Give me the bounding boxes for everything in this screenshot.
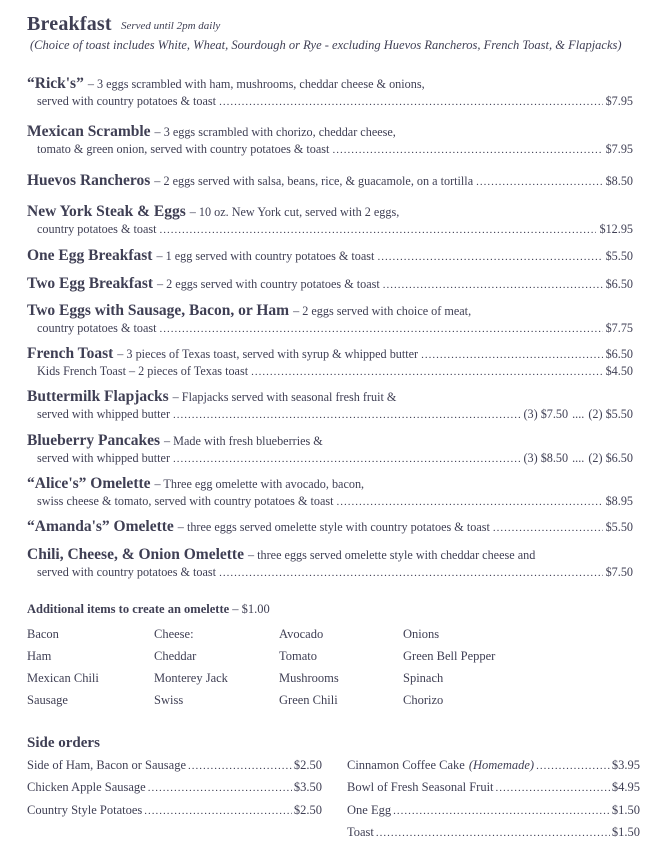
menu-item <box>27 475 633 511</box>
item-price-three: (3) $8.50 <box>523 451 569 465</box>
item-name: One Egg Breakfast <box>27 247 153 264</box>
side-item <box>27 803 322 823</box>
price-separator: .... <box>572 451 585 465</box>
omelette-option: Swiss <box>154 693 184 707</box>
item-price-two: (2) $5.50 <box>588 407 633 421</box>
item-desc: – 2 eggs served with choice of meat, <box>293 304 472 318</box>
side-item-price: $2.50 <box>293 758 322 772</box>
leader-dots <box>337 496 603 508</box>
item-price: $7.95 <box>605 94 633 108</box>
omelette-option: Mexican Chili <box>27 671 99 685</box>
menu-item <box>27 75 633 111</box>
item-name: Mexican Scramble <box>27 123 151 140</box>
side-item-price: $1.50 <box>611 825 640 839</box>
leader-dots <box>173 453 520 465</box>
menu-title: Breakfast <box>27 13 112 35</box>
side-item-name: Bowl of Fresh Seasonal Fruit <box>347 780 494 794</box>
menu-item <box>27 345 633 381</box>
item-price: $8.95 <box>605 494 633 508</box>
item-desc: country potatoes & toast <box>37 222 157 236</box>
item-price: $6.50 <box>605 347 633 361</box>
menu-item <box>27 546 633 582</box>
side-orders-heading: Side orders <box>27 735 100 751</box>
item-desc: – 10 oz. New York cut, served with 2 eggs, <box>189 205 400 219</box>
side-item-name: Cinnamon Coffee Cake <box>347 758 465 772</box>
side-item-price: $4.95 <box>611 780 640 794</box>
side-item <box>27 780 322 800</box>
leader-dots <box>496 782 610 794</box>
item-price-two: (2) $6.50 <box>588 451 633 465</box>
side-item-name: One Egg <box>347 803 392 817</box>
menu-item <box>27 275 633 294</box>
item-desc: – 2 eggs served with country potatoes & toast <box>157 277 380 291</box>
item-desc: – 3 pieces of Texas toast, served with syrup & whipped butter <box>117 347 419 361</box>
leader-dots <box>476 176 602 188</box>
item-desc: swiss cheese & tomato, served with country potatoes & toast <box>37 494 334 508</box>
item-name: Chili, Cheese, & Onion Omelette <box>27 546 244 563</box>
omelette-option: Spinach <box>403 671 444 685</box>
omelette-heading-text: Additional items to create an omelette <box>27 602 230 616</box>
leader-dots <box>251 366 602 378</box>
side-item-name: Toast <box>347 825 374 839</box>
side-item-name: Country Style Potatoes <box>27 803 143 817</box>
side-item-name: Side of Ham, Bacon or Sausage <box>27 758 186 772</box>
omelette-option: Tomato <box>279 649 318 663</box>
side-item-price: $3.50 <box>293 780 322 794</box>
menu-item <box>27 172 633 191</box>
omelette-option: Ham <box>27 649 52 663</box>
omelette-option: Onions <box>403 627 440 641</box>
kids-item-desc: Kids French Toast – 2 pieces of Texas toast <box>37 364 249 378</box>
menu-item <box>27 388 633 424</box>
kids-item-price: $4.50 <box>605 364 633 378</box>
item-price: $8.50 <box>605 174 633 188</box>
leader-dots <box>173 409 520 421</box>
item-desc: country potatoes & toast <box>37 321 157 335</box>
omelette-column-cheeses <box>154 623 228 711</box>
item-price: $12.95 <box>599 222 633 236</box>
side-item-name: Chicken Apple Sausage <box>27 780 146 794</box>
item-desc: – three eggs served omelette style with cheddar cheese and <box>247 548 536 562</box>
item-name: Buttermilk Flapjacks <box>27 388 169 405</box>
item-desc: – 2 eggs served with salsa, beans, rice, & guacamole, on a tortilla <box>154 174 474 188</box>
side-item <box>27 758 322 778</box>
side-item <box>347 825 640 845</box>
omelette-addition-price: – $1.00 <box>229 602 270 616</box>
leader-dots <box>421 349 602 361</box>
item-price-three: (3) $7.50 <box>523 407 569 421</box>
price-separator: .... <box>572 407 585 421</box>
item-price: $5.50 <box>605 249 633 263</box>
item-desc: served with whipped butter <box>37 407 171 421</box>
menu-item <box>27 247 633 266</box>
menu-item <box>27 432 633 468</box>
omelette-option: Chorizo <box>403 693 444 707</box>
omelette-option: Green Bell Pepper <box>403 649 496 663</box>
omelette-option: Avocado <box>279 627 324 641</box>
item-name: Blueberry Pancakes <box>27 432 161 449</box>
omelette-column-meats <box>27 623 99 711</box>
item-name: French Toast <box>27 345 114 362</box>
omelette-option: Monterey Jack <box>154 671 228 685</box>
leader-dots <box>536 760 610 772</box>
item-desc: – Made with fresh blueberries & <box>164 434 323 448</box>
item-price: $7.95 <box>605 142 633 156</box>
item-name: Two Egg Breakfast <box>27 275 154 292</box>
omelette-option: Mushrooms <box>279 671 339 685</box>
item-name: “Alice's” Omelette <box>27 475 151 492</box>
item-name: Two Eggs with Sausage, Bacon, or Ham <box>27 302 290 319</box>
leader-dots <box>144 805 292 817</box>
leader-dots <box>393 805 610 817</box>
item-desc: – 3 eggs scrambled with chorizo, cheddar cheese, <box>154 125 396 139</box>
item-desc: – 3 eggs scrambled with ham, mushrooms, cheddar cheese & onions, <box>87 77 425 91</box>
item-desc: – 1 egg served with country potatoes & toast <box>156 249 375 263</box>
leader-dots <box>332 144 602 156</box>
omelette-option: Bacon <box>27 627 59 641</box>
side-item-price: $1.50 <box>611 803 640 817</box>
omelette-option: Cheddar <box>154 649 197 663</box>
omelette-column-veg <box>279 623 339 711</box>
menu-item <box>27 518 633 537</box>
omelette-option: Sausage <box>27 693 68 707</box>
item-name: New York Steak & Eggs <box>27 203 186 220</box>
item-price: $7.75 <box>605 321 633 335</box>
leader-dots <box>148 782 292 794</box>
item-price: $5.50 <box>605 520 633 534</box>
item-price: $7.50 <box>605 565 633 579</box>
leader-dots <box>188 760 292 772</box>
item-name: Huevos Rancheros <box>27 172 151 189</box>
served-hours: Served until 2pm daily <box>121 20 221 32</box>
menu-item <box>27 123 633 159</box>
omelette-additions-heading <box>27 602 270 617</box>
omelette-option: Green Chili <box>279 693 338 707</box>
item-desc: – Three egg omelette with avocado, bacon, <box>154 477 365 491</box>
leader-dots <box>159 323 602 335</box>
leader-dots <box>376 827 610 839</box>
item-desc: served with country potatoes & toast <box>37 94 217 108</box>
side-item <box>347 780 640 800</box>
item-desc: tomato & green onion, served with country potatoes & toast <box>37 142 330 156</box>
item-desc: – Flapjacks served with seasonal fresh fruit & <box>172 390 397 404</box>
item-desc: served with whipped butter <box>37 451 171 465</box>
leader-dots <box>159 224 596 236</box>
menu-item <box>27 302 633 338</box>
side-item-note: (Homemade) <box>468 758 535 772</box>
leader-dots <box>383 279 603 291</box>
item-price: $6.50 <box>605 277 633 291</box>
side-item <box>347 758 640 778</box>
menu-item <box>27 203 633 239</box>
side-item-price: $3.95 <box>611 758 640 772</box>
item-desc: – three eggs served omelette style with country potatoes & toast <box>177 520 490 534</box>
leader-dots <box>219 567 603 579</box>
item-name: “Amanda's” Omelette <box>27 518 174 535</box>
item-name: “Rick's” <box>27 75 84 92</box>
toast-choice-note: (Choice of toast includes White, Wheat, Sourdough or Rye - excluding Huevos Rancheros, French Toast, & Flapjacks) <box>30 38 622 52</box>
omelette-option: Cheese: <box>154 627 194 641</box>
leader-dots <box>219 96 603 108</box>
item-desc: served with country potatoes & toast <box>37 565 217 579</box>
side-item <box>347 803 640 823</box>
omelette-column-extras <box>403 623 495 711</box>
leader-dots <box>377 251 602 263</box>
leader-dots <box>493 522 603 534</box>
side-item-price: $2.50 <box>293 803 322 817</box>
